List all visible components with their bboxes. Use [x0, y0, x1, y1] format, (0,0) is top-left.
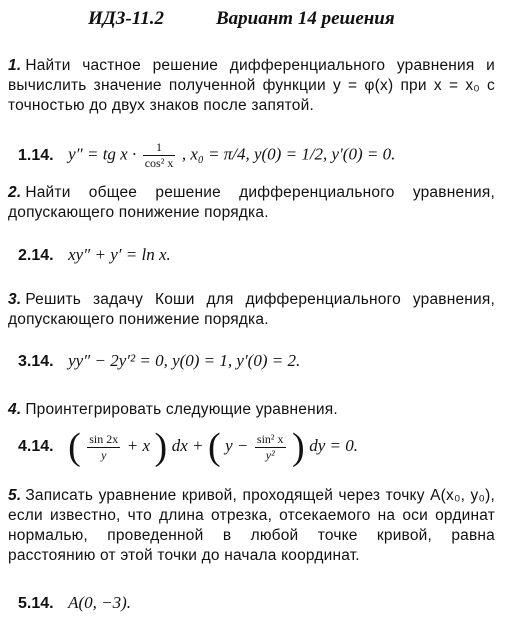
problem-5-14 [18, 592, 131, 613]
problem-label: 5.14. [18, 595, 54, 612]
task-4 [8, 400, 495, 420]
fraction-numerator: sin 2x [89, 431, 119, 446]
variant-title: Вариант 14 решения [216, 8, 395, 29]
task-1 [8, 56, 495, 116]
equation-lhs: y″ = tg x · [68, 144, 137, 164]
task-number: 5. [8, 487, 22, 504]
task-text: Проинтегрировать следующие уравнения. [25, 401, 338, 418]
fraction-numerator: sin² x [256, 431, 284, 446]
equation: yy″ − 2y′² = 0, y(0) = 1, y′(0) = 2. [68, 351, 301, 370]
header [88, 8, 505, 34]
problem-3-14 [18, 350, 300, 371]
fraction-2 [255, 432, 286, 463]
problem-1-14 [18, 140, 395, 171]
equation-conditions: , x₀ = π/4, y(0) = 1/2, y′(0) = 0. [181, 144, 396, 164]
term: + x [126, 436, 151, 456]
problem-2-14 [18, 244, 171, 265]
fraction-denominator: cos² x [144, 156, 174, 170]
term: dx + [171, 436, 204, 456]
task-text: Решить задачу Коши для дифференциального уравнения, допускающего понижение порядка. [8, 291, 495, 328]
problem-label: 2.14. [18, 247, 54, 264]
fraction-numerator: 1 [143, 140, 176, 156]
term: y − [225, 436, 249, 456]
fraction [143, 140, 176, 171]
task-text: Записать уравнение кривой, проходящей через точку A(x₀, y₀), если известно, что длина отрезка, отсекаемого на оси ординат нормалью, проведенной в любой точке кривой, равна расстоянию от этой точки до начала координат. [8, 487, 495, 564]
fraction-denominator: y² [265, 447, 275, 462]
task-3 [8, 290, 495, 330]
term: dy = 0. [309, 436, 358, 456]
equation: A(0, −3). [68, 593, 132, 612]
assignment-code: ИДЗ-11.2 [88, 8, 164, 29]
task-number: 1. [8, 57, 22, 74]
right-paren: ) [292, 426, 305, 468]
equation: xy″ + y′ = ln x. [68, 245, 171, 264]
task-5 [8, 486, 495, 566]
task-number: 2. [8, 184, 22, 201]
task-number: 4. [8, 401, 22, 418]
task-2 [8, 183, 495, 223]
problem-label: 1.14. [18, 146, 54, 164]
problem-4-14 [18, 428, 358, 466]
left-paren: ( [207, 426, 221, 468]
left-paren: ( [68, 426, 81, 468]
fraction-1 [87, 432, 120, 463]
right-paren: ) [154, 426, 168, 468]
task-text: Найти общее решение дифференциального уравнения, допускающего понижение порядка. [8, 184, 495, 221]
task-number: 3. [8, 291, 22, 308]
problem-label: 3.14. [18, 353, 54, 370]
fraction-denominator: y [101, 447, 107, 462]
problem-label: 4.14. [18, 438, 54, 456]
task-text: Найти частное решение дифференциального уравнения и вычислить значение полученной функции y = φ(x) при x = x₀ с точностью до двух знаков после запятой. [8, 57, 495, 114]
